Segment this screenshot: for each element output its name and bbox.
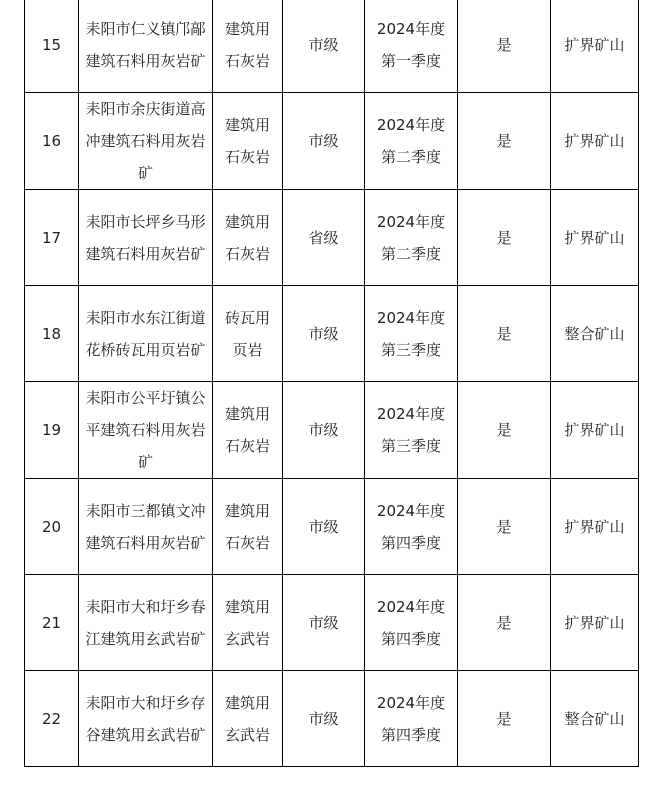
row-number-cell: 17 [25,190,79,286]
approval-level-cell: 市级 [283,0,365,93]
mine-name-cell: 耒阳市大和圩乡春江建筑用玄武岩矿 [79,575,213,671]
table-row [25,190,639,286]
table-row [25,671,639,767]
row-number-cell: 19 [25,382,79,479]
mine-name-cell: 耒阳市公平圩镇公平建筑石料用灰岩矿 [79,382,213,479]
mineral-type-cell: 建筑用玄武岩 [213,575,283,671]
flag-cell: 是 [458,190,551,286]
flag-cell: 是 [458,575,551,671]
mine-kind-cell: 扩界矿山 [551,382,639,479]
mine-kind-cell: 扩界矿山 [551,93,639,190]
flag-cell: 是 [458,479,551,575]
row-number-cell: 20 [25,479,79,575]
period-cell: 2024年度第四季度 [365,671,458,767]
period-cell: 2024年度第二季度 [365,190,458,286]
mine-name-cell: 耒阳市仁义镇邝鄗建筑石料用灰岩矿 [79,0,213,93]
row-number-cell: 16 [25,93,79,190]
approval-level-cell: 市级 [283,286,365,382]
table-row [25,93,639,190]
table-row [25,382,639,479]
mineral-type-cell: 砖瓦用页岩 [213,286,283,382]
approval-level-cell: 市级 [283,671,365,767]
approval-level-cell: 市级 [283,93,365,190]
row-number-cell: 21 [25,575,79,671]
mine-kind-cell: 扩界矿山 [551,0,639,93]
mine-name-cell: 耒阳市大和圩乡存谷建筑用玄武岩矿 [79,671,213,767]
mineral-type-cell: 建筑用石灰岩 [213,382,283,479]
mine-name-cell: 耒阳市水东江街道花桥砖瓦用页岩矿 [79,286,213,382]
approval-level-cell: 省级 [283,190,365,286]
mine-table [24,0,639,767]
approval-level-cell: 市级 [283,575,365,671]
period-cell: 2024年度第一季度 [365,0,458,93]
approval-level-cell: 市级 [283,479,365,575]
flag-cell: 是 [458,382,551,479]
mineral-type-cell: 建筑用石灰岩 [213,0,283,93]
mine-name-cell: 耒阳市余庆街道高冲建筑石料用灰岩矿 [79,93,213,190]
mine-kind-cell: 扩界矿山 [551,575,639,671]
row-number-cell: 22 [25,671,79,767]
table-row [25,479,639,575]
table-row [25,575,639,671]
approval-level-cell: 市级 [283,382,365,479]
period-cell: 2024年度第四季度 [365,575,458,671]
table-row [25,286,639,382]
period-cell: 2024年度第三季度 [365,382,458,479]
flag-cell: 是 [458,0,551,93]
period-cell: 2024年度第三季度 [365,286,458,382]
mineral-type-cell: 建筑用玄武岩 [213,671,283,767]
mine-kind-cell: 整合矿山 [551,671,639,767]
mineral-type-cell: 建筑用石灰岩 [213,93,283,190]
mine-kind-cell: 扩界矿山 [551,479,639,575]
flag-cell: 是 [458,286,551,382]
table-row [25,0,639,93]
period-cell: 2024年度第四季度 [365,479,458,575]
mine-name-cell: 耒阳市三都镇文冲建筑石料用灰岩矿 [79,479,213,575]
mineral-type-cell: 建筑用石灰岩 [213,479,283,575]
row-number-cell: 18 [25,286,79,382]
flag-cell: 是 [458,93,551,190]
mineral-type-cell: 建筑用石灰岩 [213,190,283,286]
table-body [25,0,639,767]
flag-cell: 是 [458,671,551,767]
period-cell: 2024年度第二季度 [365,93,458,190]
row-number-cell: 15 [25,0,79,93]
mine-name-cell: 耒阳市长坪乡马形建筑石料用灰岩矿 [79,190,213,286]
mine-kind-cell: 扩界矿山 [551,190,639,286]
mine-kind-cell: 整合矿山 [551,286,639,382]
